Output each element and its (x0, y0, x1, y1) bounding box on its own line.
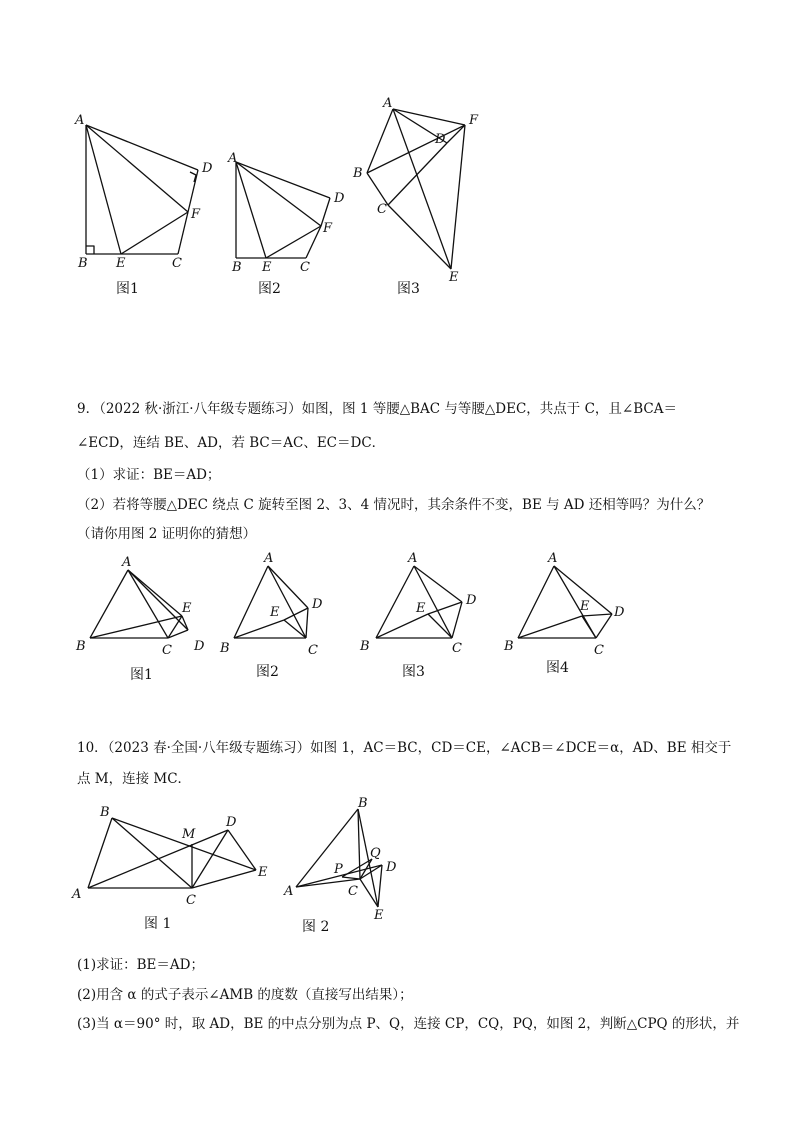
q10-part3: (3)当 α＝90° 时，取 AD，BE 的中点分别为点 P、Q，连接 CP，CQ，PQ，如图 2，判断△CPQ 的形状，并 (77, 1016, 740, 1032)
label-A: A (75, 113, 85, 128)
label-A: A (228, 151, 238, 166)
label-C: C (377, 202, 387, 217)
label-B: B (220, 641, 230, 656)
q10-figure-2 (282, 795, 422, 940)
label-A: A (122, 555, 132, 570)
q10-stem-line2: 点 M，连接 MC． (77, 771, 192, 787)
figure-caption: 图3 (402, 664, 425, 680)
figure-caption: 图2 (256, 664, 279, 680)
label-B: B (358, 796, 368, 811)
q9-figure-4 (500, 550, 640, 690)
q10-figure-1 (70, 800, 280, 940)
label-D: D (226, 815, 237, 830)
label-B: B (78, 256, 88, 271)
figure-caption: 图1 (130, 667, 153, 683)
label-D: D (312, 597, 323, 612)
label-A: A (72, 887, 82, 902)
label-E: E (374, 908, 384, 923)
q8-figure-1 (70, 110, 230, 305)
label-C: C (300, 260, 310, 275)
q9-part2-note: （请你用图 2 证明你的猜想） (77, 526, 257, 542)
q10-stem-line1: 10．（2023 春·全国·八年级专题练习）如图 1，AC＝BC，CD＝CE，∠ACB＝∠DCE＝α，AD、BE 相交于 (77, 740, 732, 756)
label-C: C (172, 256, 182, 271)
label-A: A (548, 551, 558, 566)
label-C: C (452, 641, 462, 656)
label-P: P (334, 862, 343, 877)
label-A: A (408, 551, 418, 566)
label-D: D (202, 161, 213, 176)
label-E: E (416, 601, 426, 616)
figure-caption: 图 1 (144, 916, 172, 932)
label-D: D (614, 605, 625, 620)
figure-caption: 图1 (116, 281, 139, 297)
q9-stem-line2: ∠ECD，连结 BE、AD，若 BC＝AC、EC＝DC． (77, 435, 386, 451)
label-B: B (100, 805, 110, 820)
q9-figure-3 (358, 550, 498, 690)
label-E: E (270, 605, 280, 620)
figure-caption: 图3 (397, 281, 420, 297)
label-E: E (580, 599, 590, 614)
q9-stem-line1: 9．（2022 秋·浙江·八年级专题练习）如图，图 1 等腰△BAC 与等腰△DEC，共点于 C，且∠BCA＝ (77, 401, 677, 417)
figure-caption: 图4 (546, 660, 569, 676)
label-F: F (469, 113, 479, 128)
label-E: E (182, 601, 192, 616)
label-C: C (308, 643, 318, 658)
label-B: B (360, 639, 370, 654)
label-B: B (232, 260, 242, 275)
figure-caption: 图2 (258, 281, 281, 297)
figure-caption: 图 2 (302, 919, 330, 935)
label-A: A (383, 96, 393, 111)
q10-part1: (1)求证：BE＝AD； (77, 957, 204, 973)
label-C: C (348, 884, 358, 899)
label-E: E (116, 256, 126, 271)
label-D: D (435, 132, 446, 147)
label-D: D (386, 860, 397, 875)
label-B: B (353, 166, 363, 181)
label-C: C (162, 643, 172, 658)
label-A: A (284, 884, 294, 899)
q8-figure-2 (220, 150, 360, 305)
q9-part1: （1）求证：BE＝AD； (77, 467, 221, 483)
label-E: E (258, 865, 268, 880)
label-E: E (262, 260, 272, 275)
label-C: C (186, 893, 196, 908)
q9-part2: （2）若将等腰△DEC 绕点 C 旋转至图 2、3、4 情况时，其余条件不变，BE 与 AD 还相等吗？为什么？ (77, 497, 711, 513)
q9-figure-2 (218, 550, 348, 690)
label-D: D (194, 639, 205, 654)
label-B: B (504, 639, 514, 654)
label-M: M (182, 827, 196, 842)
q10-part2: (2)用含 α 的式子表示∠AMB 的度数（直接写出结果）； (77, 987, 413, 1003)
label-D: D (466, 593, 477, 608)
label-A: A (264, 551, 274, 566)
label-B: B (76, 639, 86, 654)
label-F: F (191, 207, 201, 222)
q9-figure-1 (70, 550, 220, 690)
label-C: C (594, 643, 604, 658)
label-Q: Q (370, 846, 381, 861)
q8-figure-3 (345, 95, 495, 300)
label-E: E (449, 270, 459, 285)
label-F: F (323, 221, 333, 236)
label-D: D (334, 191, 345, 206)
